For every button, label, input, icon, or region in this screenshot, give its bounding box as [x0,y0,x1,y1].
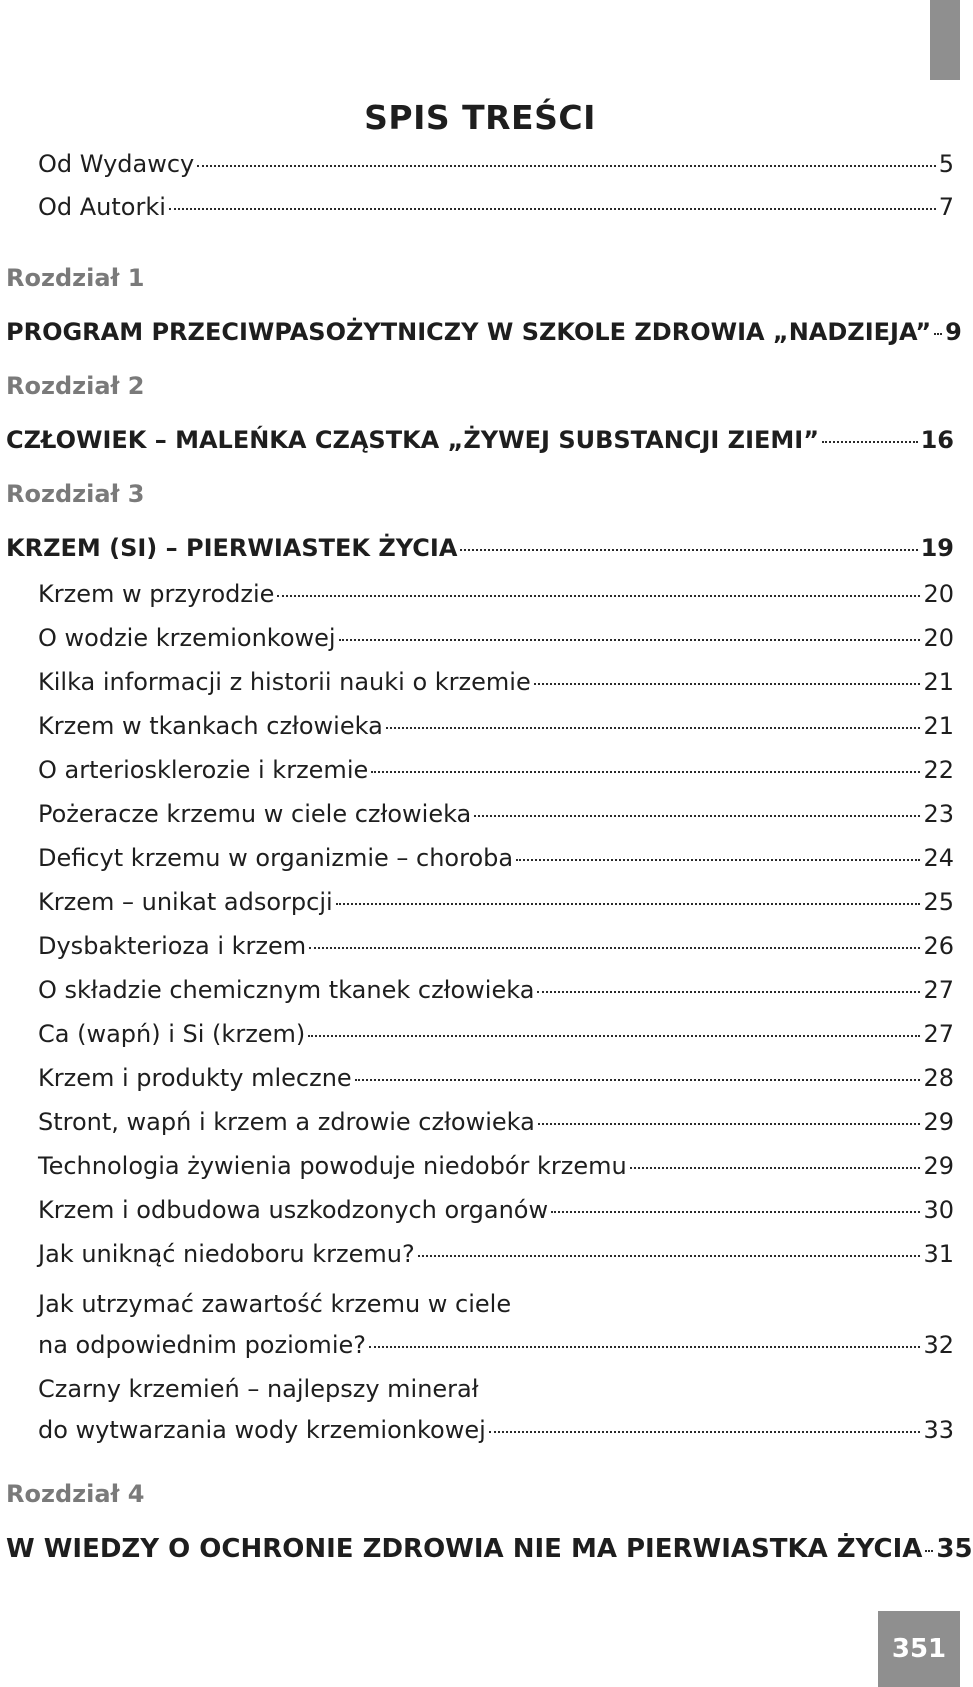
chapter-page: 16 [920,426,954,454]
toc-entry-label: Krzem w tkankach człowieka [38,712,383,740]
dot-leader [371,771,920,773]
chapter-page: 35 [936,1534,973,1564]
toc-entry-label: Stront, wapń i krzem a zdrowie człowieka [38,1108,535,1136]
toc-entry-label: do wytwarzania wody krzemionkowej [38,1416,486,1444]
toc-entry-page: 21 [923,712,954,740]
dot-leader [538,1123,921,1125]
toc-entry[interactable] [38,1108,954,1136]
dot-leader [277,595,920,597]
toc-entry-label: Pożeracze krzemu w ciele człowieka [38,800,472,828]
dot-leader [309,947,920,949]
page-number: 351 [891,1634,947,1664]
toc-entry-page: 32 [923,1331,954,1359]
chapter-title: W WIEDZY O OCHRONIE ZDROWIA NIE MA PIERWIASTKA ŻYCIA [6,1534,923,1564]
toc-entry[interactable] [38,1240,954,1268]
toc-entry-page: 29 [923,1152,954,1180]
chapter-page: 19 [920,534,954,562]
dot-leader [169,208,936,210]
toc-entry[interactable] [38,580,954,608]
toc-entry[interactable] [38,1196,954,1224]
dot-leader [386,727,921,729]
dot-leader [197,165,935,167]
toc-entry-label: Kilka informacji z historii nauki o krzemie [38,668,531,696]
toc-entry-page: 27 [923,976,954,1004]
chapter-title: CZŁOWIEK – MALEŃKA CZĄSTKA „ŻYWEJ SUBSTANCJI ZIEMI” [6,426,819,454]
toc-entry-page: 29 [923,1108,954,1136]
chapter-heading: Rozdział 1 [6,264,145,292]
dot-leader [418,1255,921,1257]
toc-entry-label: Od Autorki [38,193,166,221]
toc-entry-first-line[interactable]: Czarny krzemień – najlepszy minerał [38,1375,479,1403]
toc-entry-label: Jak uniknąć niedoboru krzemu? [38,1240,415,1268]
toc-entry[interactable] [38,756,954,784]
toc-entry-page: 27 [923,1020,954,1048]
toc-entry-page: 30 [923,1196,954,1224]
chapter-page: 9 [945,318,962,346]
chapter-heading: Rozdział 2 [6,372,145,400]
toc-entry-page: 20 [923,624,954,652]
toc-entry[interactable] [38,624,954,652]
toc-entry-label: Krzem w przyrodzie [38,580,275,608]
toc-entry-page: 28 [923,1064,954,1092]
toc-entry-label: Od Wydawcy [38,150,195,178]
dot-leader [630,1167,921,1169]
toc-entry-page: 7 [938,193,954,221]
toc-entry[interactable] [38,668,954,696]
toc-entry-page: 22 [923,756,954,784]
dot-leader [339,639,921,641]
dot-leader [336,903,921,905]
chapter-title-entry[interactable] [6,534,954,562]
toc-entry-page: 21 [923,668,954,696]
toc-entry[interactable] [38,1416,954,1444]
toc-entry-label: O arteriosklerozie i krzemie [38,756,369,784]
dot-leader [534,683,921,685]
toc-entry-page: 26 [923,932,954,960]
toc-entry-label: Krzem i produkty mleczne [38,1064,352,1092]
toc-entry-page: 31 [923,1240,954,1268]
dot-leader [355,1079,921,1081]
toc-entry-page: 24 [923,844,954,872]
toc-entry[interactable] [38,193,954,221]
page-title: SPIS TREŚCI [364,98,596,137]
dot-leader [460,549,917,551]
toc-entry-label: Dysbakterioza i krzem [38,932,307,960]
dot-leader [489,1431,921,1433]
dot-leader [934,333,942,335]
toc-entry[interactable] [38,1331,954,1359]
dot-leader [308,1035,920,1037]
chapter-heading: Rozdział 4 [6,1480,145,1508]
dot-leader [516,859,920,861]
toc-entry-page: 5 [938,150,954,178]
toc-entry[interactable] [38,932,954,960]
toc-entry-page: 25 [923,888,954,916]
chapter-title: PROGRAM PRZECIWPASOŻYTNICZY W SZKOLE ZDROWIA „NADZIEJA” [6,318,932,346]
toc-entry[interactable] [38,976,954,1004]
toc-entry[interactable] [38,800,954,828]
toc-entry-label: Ca (wapń) i Si (krzem) [38,1020,306,1048]
toc-entry-label: Krzem – unikat adsorpcji [38,888,333,916]
chapter-title-entry[interactable] [6,1534,973,1564]
dot-leader [551,1211,920,1213]
toc-entry-label: Technologia żywienia powoduje niedobór krzemu [38,1152,627,1180]
dot-leader [822,441,918,443]
toc-entry[interactable] [38,1064,954,1092]
toc-entry-label: Krzem i odbudowa uszkodzonych organów [38,1196,549,1224]
toc-entry[interactable] [38,1020,954,1048]
toc-entry-label: Deficyt krzemu w organizmie – choroba [38,844,514,872]
toc-entry-first-line[interactable]: Jak utrzymać zawartość krzemu w ciele [38,1290,512,1318]
dot-leader [925,1550,933,1552]
dot-leader [537,991,920,993]
chapter-title-entry[interactable] [6,318,962,346]
toc-entry-label: na odpowiednim poziomie? [38,1331,366,1359]
chapter-title-entry[interactable] [6,426,954,454]
toc-entry-label: O wodzie krzemionkowej [38,624,336,652]
toc-entry[interactable] [38,844,954,872]
chapter-heading: Rozdział 3 [6,480,145,508]
page-number-box [878,1611,960,1687]
toc-entry-page: 23 [923,800,954,828]
toc-entry-page: 20 [923,580,954,608]
toc-entry[interactable] [38,1152,954,1180]
dot-leader [474,815,920,817]
dot-leader [369,1346,920,1348]
chapter-title: KRZEM (SI) – PIERWIASTEK ŻYCIA [6,534,458,562]
toc-entry[interactable] [38,150,954,178]
toc-entry[interactable] [38,888,954,916]
toc-entry-label: O składzie chemicznym tkanek człowieka [38,976,535,1004]
toc-entry-page: 33 [923,1416,954,1444]
toc-entry[interactable] [38,712,954,740]
